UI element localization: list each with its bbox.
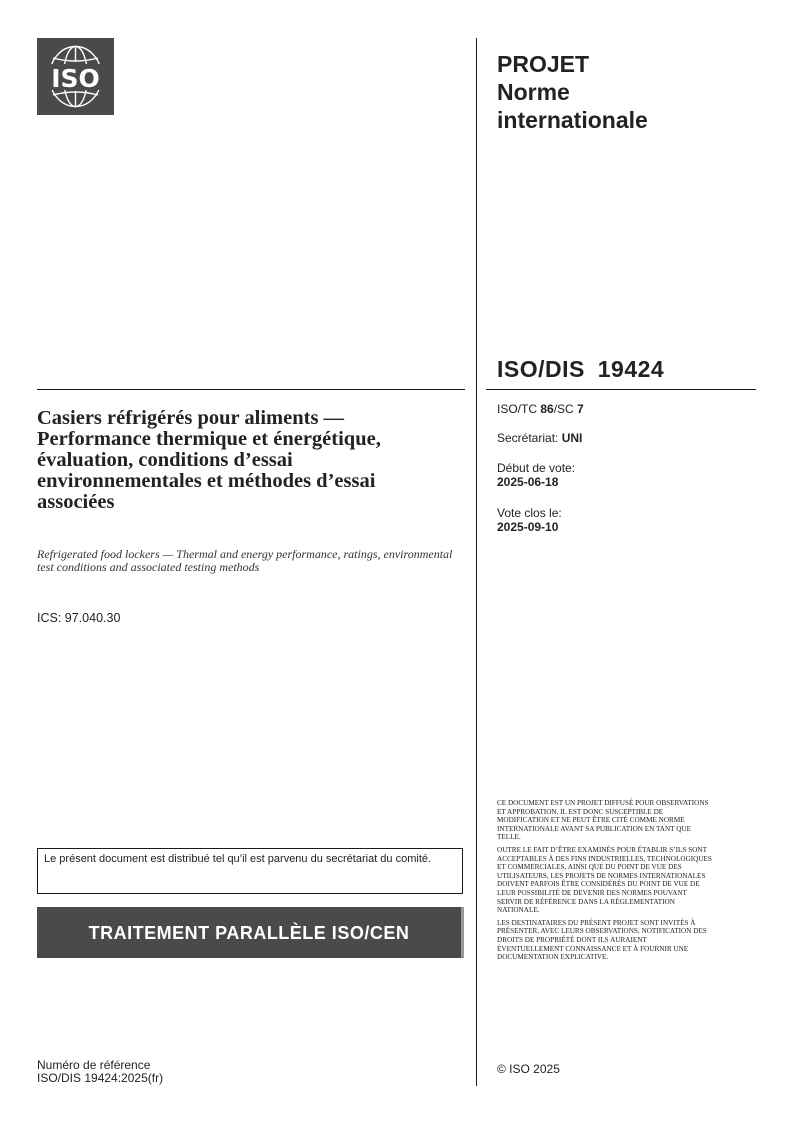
document-type: [497, 50, 767, 134]
title-english: Refrigerated food lockers — Thermal and energy performance, ratings, environmental test conditions and associated testing methods: [37, 547, 453, 574]
document-type-line: internationale: [497, 107, 648, 133]
secretariat: [497, 431, 582, 445]
secretariat-value: UNI: [561, 431, 583, 445]
tc-number: 86: [540, 402, 554, 416]
left-horizontal-rule: [37, 389, 465, 390]
legal-paragraph: LES DESTINATAIRES DU PRÉSENT PROJET SONT INVITÉS À PRÉSENTER, AVEC LEURS OBSERVATIONS, NOTIFICATION DES DROITS DE PROPRIÉTÉ DONT ILS AURAIENT ÉVENTUELLEMENT CONNAISSANCE ET À FOURNIR UNE DOCUMENTATION EXPLICATIVE.: [497, 918, 707, 962]
vote-end: [497, 506, 562, 534]
vote-start: [497, 461, 575, 489]
iso-logo: [37, 38, 114, 115]
right-horizontal-rule: [486, 389, 756, 390]
vertical-divider: [476, 38, 477, 1086]
logo-text: ISO: [51, 64, 100, 93]
reference-value: ISO/DIS 19424:2025(fr): [37, 1071, 164, 1085]
vote-end-label: Vote clos le:: [497, 506, 562, 520]
sc-number: 7: [577, 402, 584, 416]
legal-notice: [497, 799, 712, 966]
banner-text: TRAITEMENT PARALLÈLE ISO/CEN: [88, 923, 410, 943]
sc-prefix: /SC: [553, 402, 578, 416]
secretariat-label: Secrétariat:: [497, 431, 562, 445]
copyright: © ISO 2025: [497, 1062, 560, 1076]
standard-number: ISO/DIS 19424: [497, 356, 665, 382]
title-french: Casiers réfrigérés pour aliments — Performance thermique et énergétique, évaluation, conditions d’essai environnementales et méthodes d’essai associées: [37, 407, 381, 513]
legal-paragraph: OUTRE LE FAIT D’ÊTRE EXAMINÉS POUR ÉTABLIR S’ILS SONT ACCEPTABLES À DES FINS INDUSTRIELLES, TECHNOLOGIQUES ET COMMERCIALES, AINSI QUE DU POINT DE VUE DES UTILISATEURS, LES PROJETS DE NORMES INTERNATIONALES DOIVENT PARFOIS ÊTRE CONSIDÉRÉS DU POINT DE VUE DE LEUR POSSIBILITÉ DE DEVENIR DES NORMES POUVANT SERVIR DE RÉFÉRENCE DANS LA RÉGLEMENTATION NATIONALE.: [497, 845, 712, 915]
reference-number: [37, 1059, 163, 1085]
document-type-line: PROJET: [497, 51, 590, 77]
distribution-notice: Le présent document est distribué tel qu’il est parvenu du secrétariat du comité.: [37, 848, 463, 894]
ics-code: ICS: 97.040.30: [37, 611, 121, 625]
document-type-line: Norme: [497, 79, 570, 105]
vote-start-date: 2025-06-18: [497, 475, 559, 489]
vote-start-label: Début de vote:: [497, 461, 576, 475]
legal-paragraph: CE DOCUMENT EST UN PROJET DIFFUSÉ POUR OBSERVATIONS ET APPROBATION. IL EST DONC SUSCEPTIBLE DE MODIFICATION ET NE PEUT ÊTRE CITÉ COMME NORME INTERNATIONALE AVANT SA PUBLICATION EN TANT QUE TELLE.: [497, 799, 709, 842]
banner-shadow: [461, 907, 464, 958]
vote-end-date: 2025-09-10: [497, 520, 559, 534]
technical-committee: [497, 402, 584, 416]
parallel-processing-banner: [37, 907, 461, 958]
tc-prefix: ISO/TC: [497, 402, 541, 416]
reference-label: Numéro de référence: [37, 1058, 151, 1072]
